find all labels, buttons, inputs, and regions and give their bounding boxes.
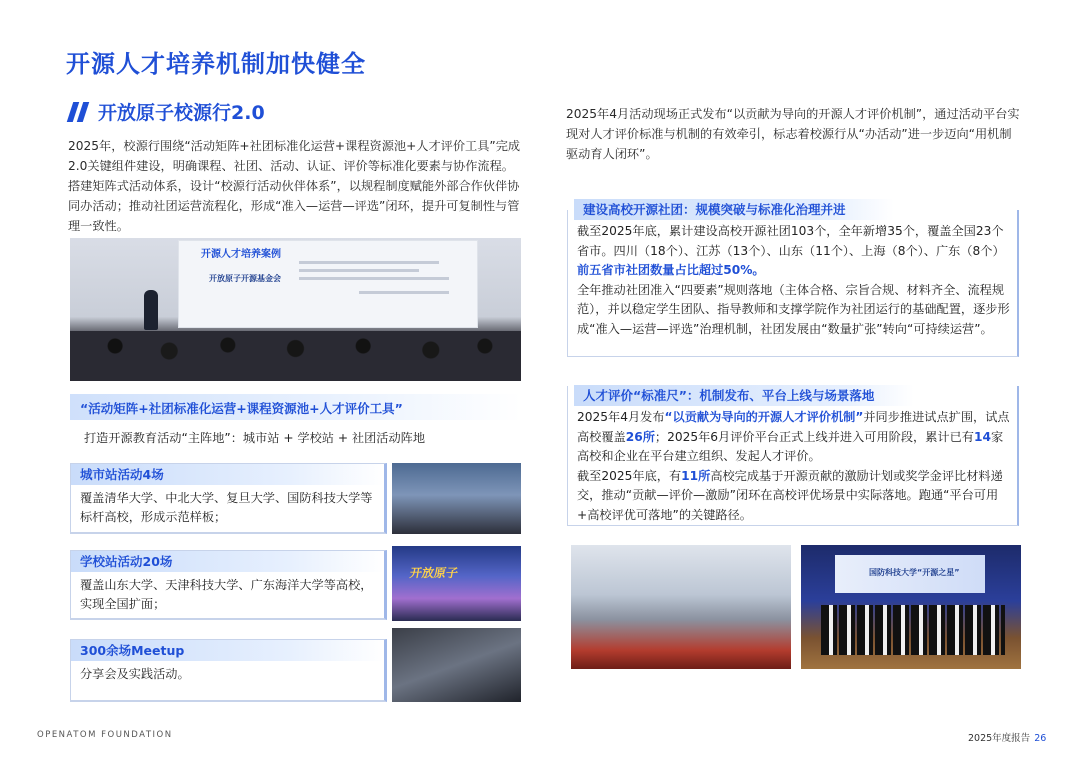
band-title: “活动矩阵+社团标准化运营+课程资源池+人才评价工具” [80, 401, 403, 416]
city-event-photo [392, 463, 521, 534]
page-title: 开源人才培养机制加快健全 [66, 50, 366, 78]
section-intro: 2025年，校源行围绕“活动矩阵+社团标准化运营+课程资源池+人才评价工具”完成2.0关键组件建设，明确课程、社团、活动、认证、评价等标准化要素与协作流程。搭建矩阵式活动体系，设计“校源行活动伙伴体系”，以规程制度赋能外部合作伙伴协同办活动；推动社团运营流程化，形成“准入—运营—评选”闭环，提升可复制性与管理一致性。 [68, 139, 521, 233]
footer-report: 2025年度报告 26 [968, 733, 1047, 744]
section-header [70, 98, 265, 125]
school-event-photo [392, 546, 521, 621]
card-body: 覆盖山东大学、天津科技大学、广东海洋大学等高校，实现全国扩面； [80, 578, 373, 611]
photo-banner-text: 开放原子 [408, 566, 460, 580]
band-subtitle: 打造开源教育活动“主阵地”：城市站 + 学校站 + 社团活动阵地 [84, 431, 426, 445]
right-intro: 2025年4月活动现场正式发布“以贡献为导向的开源人才评价机制”，通过活动平台实现对人才评价标准与机制的有效牵引，标志着校源行从“办活动”进一步迈向“用机制驱动育人闭环”。 [566, 107, 1020, 161]
page-number: 26 [1034, 733, 1047, 744]
footer-org: OPENATOM FOUNDATION [37, 730, 173, 740]
section-title: 开放原子校源行2.0 [98, 102, 265, 124]
speaker-figure [144, 290, 158, 330]
card-city-events [70, 463, 387, 534]
slash-icon [70, 102, 86, 122]
award-banner: 国防科技大学“开源之星” [835, 555, 985, 593]
screen-logo: 开放原子开源基金会 [209, 274, 281, 283]
box-body: 截至2025年底，累计建设高校开源社团103个，全年新增35个，覆盖全国23个省市。四川（18个）、江苏（13个）、山东（11个）、上海（8个）、广东（8个）前五省市社团数量占比超过50%。 全年推动社团准入“四要素”规则落地（主体合格、宗旨合规、材料齐全、流程规范），并以稳定学生团队、指导教师和支撑学院作为社团运行的基础配置，逐步形成“准入—运营—评选”治理机制，社团发展由“数量扩张”转向“可持续运营”。 [577, 224, 1010, 336]
meetup-photo [392, 628, 521, 702]
box-body: 2025年4月发布“以贡献为导向的开源人才评价机制”并同步推进试点扩围，试点高校覆盖26所；2025年6月评价平台正式上线并进入可用阶段，累计已有14家高校和企业在平台建立组织、发起人才评价。 截至2025年底，有11所高校完成基于开源贡献的激励计划或奖学金评比材料递交，推动“贡献—评价—激励”闭环在高校评优场景中实际落地。跑通“平台可用+高校评优可落地”的关键路径。 [577, 410, 1010, 522]
box-title: 人才评价“标准尺”：机制发布、平台上线与场景落地 [574, 385, 914, 406]
card-meetups [70, 639, 387, 702]
box-clubs [567, 202, 1019, 357]
card-body: 分享会及实践活动。 [80, 667, 190, 681]
award-photo [801, 545, 1021, 669]
card-title: 城市站活动4场 [71, 464, 384, 485]
event-photo-main [70, 238, 521, 381]
box-title: 建设高校开源社团：规模突破与标准化治理并进 [574, 199, 894, 220]
card-title: 学校站活动20场 [71, 551, 384, 572]
award-recipients [821, 605, 1005, 655]
screen-title: 开源人才培养案例 [201, 249, 281, 260]
projection-screen [178, 240, 478, 328]
card-title: 300余场Meetup [71, 640, 384, 661]
box-evaluation [567, 386, 1019, 526]
card-body: 覆盖清华大学、中北大学、复旦大学、国防科技大学等标杆高校，形成示范样板； [80, 491, 373, 524]
conference-photo [571, 545, 791, 669]
audience [70, 331, 521, 381]
card-school-events [70, 550, 387, 620]
